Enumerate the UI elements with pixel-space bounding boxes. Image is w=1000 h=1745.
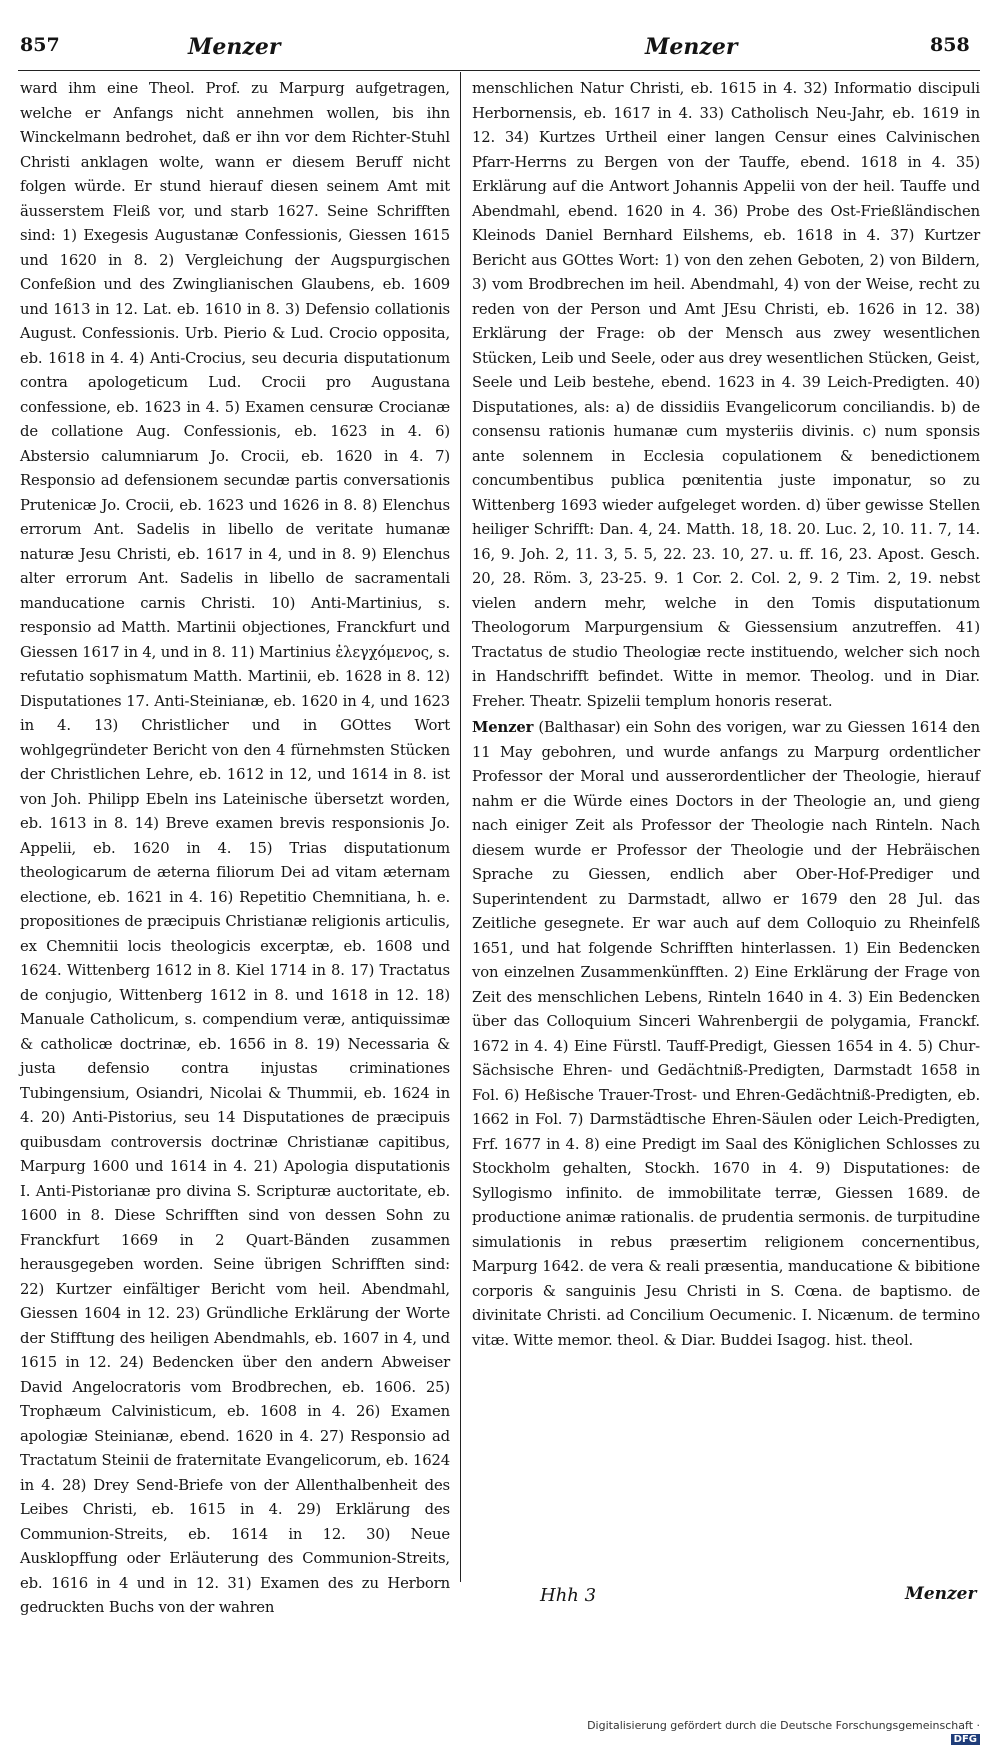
right-column: [472, 77, 980, 1582]
digitization-note-text: Digitalisierung gefördert durch die Deutsche Forschungsgemeinschaft ·: [587, 1719, 980, 1732]
digitization-note: [580, 1719, 980, 1745]
catchword: Menzer: [905, 1584, 977, 1604]
header-rule: [18, 70, 980, 71]
left-page-number: 857: [20, 34, 60, 56]
column-divider: [460, 72, 461, 1582]
left-column-text: ward ihm eine Theol. Prof. zu Marpurg aufgetragen, welche er Anfangs nicht annehmen wollen, bis ihn Winckelmann bedrohet, daß er ihn vor dem Richter-Stuhl Christi anklagen wolte, wann er diesem Beruff nicht folgen würde. Er stund hierauf diesen seinem Amt mit äusserstem Fleiß vor, und starb 1627. Seine Schrifften sind: 1) Exegesis Augustanæ Confessionis, Giessen 1615 und 1620 in 8. 2) Vergleichung der Augspurgischen Confeßion und des Zwinglianischen Glaubens, eb. 1609 und 1613 in 12. Lat. eb. 1610 in 8. 3) Defensio collationis August. Confessionis. Urb. Pierio & Lud. Crocio opposita, eb. 1618 in 4. 4) Anti-Crocius, seu decuria disputationum contra apologeticum Lud. Crocii pro Augustana confessione, eb. 1623 in 4. 5) Examen censuræ Crocianæ de collatione Aug. Confessionis, eb. 1623 in 4. 6) Abstersio calumniarum Jo. Crocii, eb. 1620 in 4. 7) Responsio ad defensionem secundæ partis conversationis Prutenicæ Jo. Crocii, eb. 1623 und 1626 in 8. 8) Elenchus errorum Ant. Sadelis in libello de veritate humanæ naturæ Jesu Christi, eb. 1617 in 4, und in 8. 9) Elenchus alter errorum Ant. Sadelis in libello de sacramentali manducatione carnis Christi. 10) Anti-Martinius, s. responsio ad Matth. Martinii objectiones, Franckfurt und Giessen 1617 in 4, und in 8. 11) Martinius ἐλεγχόμενος, s. refutatio sophismatum Matth. Martinii, eb. 1628 in 8. 12) Disputationes 17. Anti-Steinianæ, eb. 1620 in 4, und 1623 in 4. 13) Christlicher und in GOttes Wort wohlgegründeter Bericht von den 4 fürnehmsten Stücken der Christlichen Lehre, eb. 1612 in 12, und 1614 in 8. ist von Joh. Philipp Ebeln ins Lateinische übersetzt worden, eb. 1613 in 8. 14) Breve examen brevis responsionis Jo. Appelii, eb. 1620 in 4. 15) Trias disputationum theologicarum de æterna filiorum Dei ad vitam æternam electione, eb. 1621 in 4. 16) Repetitio Chemnitiana, h. e. propositiones de præcipuis Christianæ religionis articulis, ex Chemnitii locis theologicis excerptæ, eb. 1608 und 1624. Wittenberg 1612 in 8. Kiel 1714 in 8. 17) Tractatus de conjugio, Wittenberg 1612 in 8. und 1618 in 12. 18) Manuale Catholicum, s. compendium veræ, antiquissimæ & catholicæ doctrinæ, eb. 1656 in 8. 19) Necessaria & justa defensio contra injustas criminationes Tubingensium, Osiandri, Nicolai & Thummii, eb. 1624 in 4. 20) Anti-Pistorius, seu 14 Disputationes de præcipuis quibusdam controversis doctrinæ Christianæ capitibus, Marpurg 1600 und 1614 in 4. 21) Apologia disputationis I. Anti-Pistorianæ pro divina S. Scripturæ auctoritate, eb. 1600 in 8. Diese Schrifften sind von dessen Sohn zu Franckfurt 1669 in 2 Quart-Bänden zusammen herausgegeben worden. Seine übrigen Schrifften sind: 22) Kurtzer einfältiger Bericht vom heil. Abendmahl, Giessen 1604 in 12. 23) Gründliche Erklärung der Worte der Stifftung des heiligen Abendmahls, eb. 1607 in 4, und 1615 in 12. 24) Bedencken über den andern Abweiser David Angelocratoris vom Brodbrechen, eb. 1606. 25) Trophæum Calvinisticum, eb. 1608 in 4. 26) Examen apologiæ Steinianæ, ebend. 1620 in 4. 27) Responsio ad Tractatum Steinii de fraternitate Evangelicorum, eb. 1624 in 4. 28) Drey Send-Briefe von der Allenthalbenheit des Leibes Christi, eb. 1615 in 4. 29) Erklärung des Communion-Streits, eb. 1614 in 12. 30) Neue Ausklopffung oder Erläuterung des Communion-Streits, eb. 1616 in 4 und in 12. 31) Examen des zu Herborn gedruckten Buchs von der wahren: [20, 80, 451, 1616]
right-page-number: 858: [930, 34, 970, 56]
signature-mark: Hhh 3: [540, 1585, 597, 1606]
left-column: [20, 77, 451, 1616]
right-column-paragraph-2: [472, 716, 980, 1353]
dfg-logo: DFG: [951, 1734, 980, 1745]
right-column-paragraph-1: menschlichen Natur Christi, eb. 1615 in 4. 32) Informatio discipuli Herbornensis, eb. 1617 in 4. 33) Catholisch Neu-Jahr, eb. 1619 in 12. 34) Kurtzes Urtheil einer langen Censur eines Calvinischen Pfarr-Herrns zu Bergen von der Tauffe, ebend. 1618 in 4. 35) Erklärung auf die Antwort Johannis Appelii von der heil. Tauffe und Abendmahl, ebend. 1620 in 4. 36) Probe des Ost-Frießländischen Kleinods Daniel Bernhard Eilshems, eb. 1618 in 4. 37) Kurtzer Bericht aus GOttes Wort: 1) von den zehen Geboten, 2) von Bildern, 3) vom Brodbrechen im heil. Abendmahl, 4) von der Weise, recht zu reden von der Person und Amt JEsu Christi, eb. 1626 in 12. 38) Erklärung der Frage: ob der Mensch aus zwey wesentlichen Stücken, Leib und Seele, oder aus drey wesentlichen Stücken, Geist, Seele und Leib bestehe, ebend. 1623 in 4. 39 Leich-Predigten. 40) Disputationes, als: a) de dissidiis Evangelicorum conciliandis. b) de consensu rationis humanæ cum mysteriis divinis. c) num sponsis ante solennem in Ecclesia copulationem & benedictionem concumbentibus publica pœnitentia juste imponatur, so zu Wittenberg 1693 wieder aufgeleget worden. d) über gewisse Stellen heiliger Schrifft: Dan. 4, 24. Matth. 18, 18. 20. Luc. 2, 10. 11. 7, 14. 16, 9. Joh. 2, 11. 3, 5. 5, 22. 23. 10, 27. u. ff. 16, 23. Apost. Gesch. 20, 28. Röm. 3, 23-25. 9. 1 Cor. 2. Col. 2, 9. 2 Tim. 2, 19. nebst vielen andern mehr, welche in den Tomis disputationum Theologorum Marpurgensium & Giessensium anzutreffen. 41) Tractatus de studio Theologiæ recte instituendo, welcher sich noch in Handschrifft befindet. Witte in memor. Theolog. und in Diar. Freher. Theatr. Spizelii templum honoris reserat.: [472, 80, 980, 710]
left-running-head: Menzer: [188, 34, 281, 60]
entry-body: (Balthasar) ein Sohn des vorigen, war zu Giessen 1614 den 11 May gebohren, und wurde anfangs zu Marpurg ordentlicher Professor der Moral und ausserordentlicher der Theologie, hierauf nahm er die Würde eines Doctors in der Theologie an, und gieng nach einiger Zeit als Professor der Theologie nach Rinteln. Nach diesem wurde er Professor der Theologie und der Hebräischen Sprache zu Giessen, endlich aber Ober-Hof-Prediger und Superintendent zu Darmstadt, allwo er 1679 den 28 Jul. das Zeitliche gesegnete. Er war auch auf dem Colloquio zu Rheinfelß 1651, und hat folgende Schrifften hinterlassen. 1) Ein Bedencken von einzelnen Zusammenkünfften. 2) Eine Erklärung der Frage von Zeit des menschlichen Lebens, Rinteln 1640 in 4. 3) Ein Bedencken über das Colloquium Sinceri Wahrenbergii de polygamia, Franckf. 1672 in 4. 4) Eine Fürstl. Tauff-Predigt, Giessen 1654 in 4. 5) Chur-Sächsische Ehren- und Gedächtniß-Predigten, Darmstadt 1658 in Fol. 6) Heßische Trauer-Trost- und Ehren-Gedächtniß-Predigten, eb. 1662 in Fol. 7) Darmstädtische Ehren-Säulen oder Leich-Predigten, Frf. 1677 in 4. 8) eine Predigt im Saal des Königlichen Schlosses zu Stockholm gehalten, Stockh. 1670 in 4. 9) Disputationes: de Syllogismo infinito. de immobilitate terræ, Giessen 1689. de productione animæ rationalis. de prudentia sermonis. de turpitudine simulationis in rebus præsertim religionem concernentibus, Marpurg 1642. de vera & reali præsentia, manducatione & bibitione corporis & sanguinis Jesu Christi in S. Cœna. de baptismo. de divinitate Christi. ad Concilium Oecumenic. I. Nicænum. de termino vitæ. Witte memor. theol. & Diar. Buddei Isagog. hist. theol.: [472, 719, 980, 1349]
right-running-head: Menzer: [645, 34, 738, 60]
entry-headword: Menzer: [472, 719, 534, 736]
